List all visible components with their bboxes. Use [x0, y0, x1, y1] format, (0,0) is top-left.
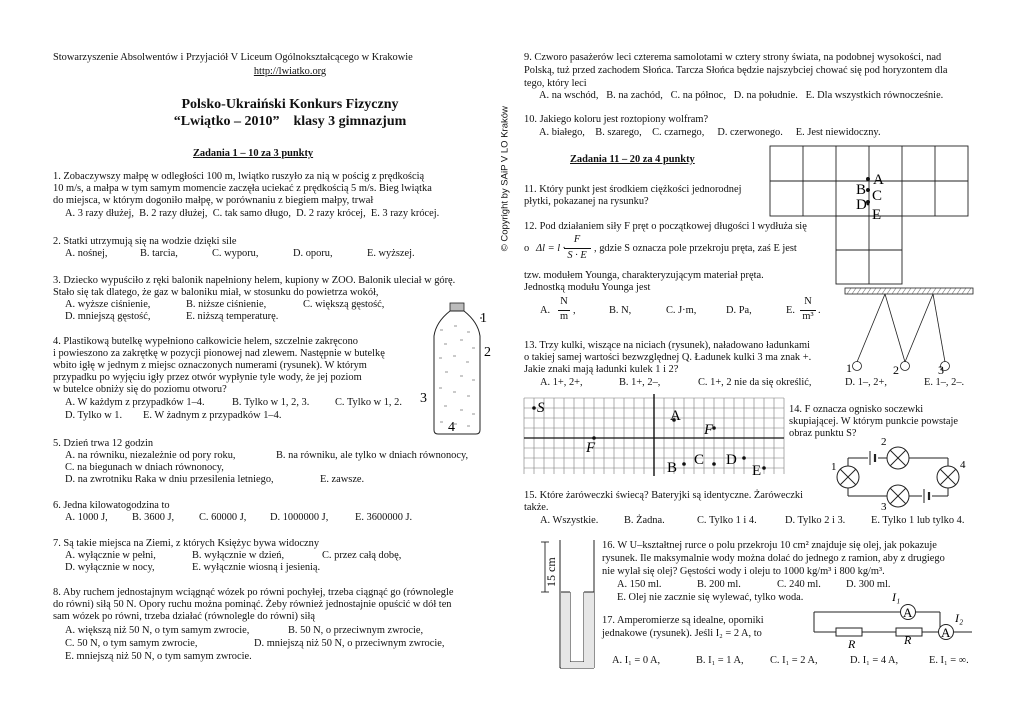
q16-answer-d: D. 300 ml.	[846, 579, 891, 590]
ball-label-1: 1	[846, 361, 852, 375]
q17-answer-e: E. I₁ = ∞.	[929, 655, 969, 666]
q1-line3: do miejsca, w którym dogoniło małpę, w porównaniu z biegiem małpy, trwał	[53, 195, 374, 206]
q4-line4: przypadku po wyjęciu igły przez otwór wypłynie tyle wody, że jej poziom	[53, 372, 362, 383]
organization-name: Stowarzyszenie Absolwentów i Przyjaciół V Liceum Ogólnokształcącego w Krakowie	[53, 52, 413, 63]
q9-line1: 9. Czworo pasażerów leci czterema samolotami w cztery strony świata, na podobnej wysokości, nad	[524, 52, 942, 63]
q7-answer-e: E. wyłącznie wiosną i jesienią.	[192, 562, 321, 573]
section-heading-1: Zadania 1 – 10 za 3 punkty	[193, 148, 314, 159]
q15-answer-e: E. Tylko 1 lub tylko 4.	[871, 515, 965, 526]
ball-label-2: 2	[893, 363, 899, 377]
q17-answer-a: A. I₁ = 0 A,	[612, 655, 661, 666]
q1-line2: 10 m/s, a małpa w tym samym momencie zaczęła uciekać z prędkością 5 m/s. Bieg lwiątka	[53, 183, 432, 194]
bulb-label-3: 3	[881, 501, 887, 513]
q15-answer-b: B. Żadna.	[624, 515, 665, 526]
q2-answer-a: A. nośnej,	[65, 248, 108, 259]
lens-point-D: D	[726, 452, 737, 468]
q13-answer-b: B. 1+, 2–,	[619, 377, 661, 388]
q16-answer-e: E. Olej nie zacznie się wylewać, tylko woda.	[617, 592, 804, 603]
q2-answer-c: C. wyporu,	[212, 248, 259, 259]
q12-answer-d: D. Pa,	[726, 305, 752, 316]
q17-line2: jednakowe (rysunek). Jeśli I₂ = 2 A, to	[602, 628, 762, 639]
q13-line1: 13. Trzy kulki, wiszące na niciach (rysunek), naładowano ładunkami	[524, 340, 810, 351]
q15-answer-c: C. Tylko 1 i 4.	[697, 515, 757, 526]
q12-line4: Jednostką modułu Younga jest	[524, 282, 651, 293]
q1-line1: 1. Zobaczywszy małpę w odległości 100 m, lwiątko ruszyło za nią w pościg z prędkością	[53, 171, 425, 182]
q2-answer-b: B. tarcia,	[140, 248, 178, 259]
bottle-label-3: 3	[420, 391, 427, 406]
q16-line3: nie wylał się olej? Gęstości wody i oleju to 1000 kg/m³ i 800 kg/m³.	[602, 566, 885, 577]
q17-line1: 17. Amperomierze są idealne, oporniki	[602, 615, 764, 626]
q12-formula-rest: , gdzie S oznacza pole przekroju pręta, zaś E jest	[594, 243, 797, 254]
q5-answer-e: E. zawsze.	[320, 474, 365, 485]
q15-line1: 15. Które żaróweczki świecą? Bateryjki są identyczne. Żaróweczki	[524, 490, 803, 501]
q5-answer-c: C. na biegunach w dniach równonocy,	[65, 462, 224, 473]
q1-answers: A. 3 razy dłużej, B. 2 razy dłużej, C. tak samo długo, D. 2 razy krócej, E. 3 razy krócej.	[65, 208, 440, 219]
q8-answer-c: C. 50 N, o tym samym zwrocie,	[65, 638, 198, 649]
current-label-I1: I₁	[892, 590, 901, 604]
plate-point-A: A	[873, 172, 884, 188]
q8-line3: sam wózek po równi, trzeba działać (równolegle do równi) siłą	[53, 611, 315, 622]
resistor-label-2: R	[904, 633, 912, 647]
q12-line3: tzw. modułem Younga, charakteryzującym materiał pręta.	[524, 270, 764, 281]
q12-e-dot: .	[818, 305, 821, 316]
q6-answer-a: A. 1000 J,	[65, 512, 108, 523]
q15-answer-d: D. Tylko 2 i 3.	[785, 515, 846, 526]
q16-line1: 16. W U–kształtnej rurce o polu przekroju 10 cm² znajduje się olej, jak pokazuje	[602, 540, 937, 551]
q3-answer-b: B. niższe ciśnienie,	[186, 299, 267, 310]
q17-answer-c: C. I₁ = 2 A,	[770, 655, 818, 666]
q4-answer-b: B. Tylko w 1, 2, 3.	[232, 397, 310, 408]
q10-answers: A. białego, B. szarego, C. czarnego, D. czerwonego. E. Jest niewidoczny.	[539, 127, 881, 138]
current-label-I2: I₂	[955, 611, 964, 625]
plate-point-E: E	[872, 207, 882, 223]
lens-point-S: S	[537, 400, 545, 416]
q8-answer-e: E. mniejszą niż 50 N, o tym samym zwrocie.	[65, 651, 252, 662]
q3-line2: Stało się tak dlatego, że gaz w baloniku miał, w stosunku do powietrza wokół,	[53, 287, 379, 298]
q6-answer-e: E. 3600000 J.	[355, 512, 413, 523]
ammeter-2: A	[941, 625, 951, 640]
q6-answer-b: B. 3600 J,	[132, 512, 175, 523]
q13-line3: Jakie znaki mają ładunki kulek 1 i 2?	[524, 364, 679, 375]
q5-answer-a: A. na równiku, niezależnie od pory roku,	[65, 450, 236, 461]
plate-point-D: D	[856, 197, 867, 213]
q5-line1: 5. Dzień trwa 12 godzin	[53, 438, 154, 449]
q6-line1: 6. Jedna kilowatogodzina to	[53, 500, 170, 511]
bottle-label-2: 2	[484, 345, 491, 360]
q9-answers: A. na wschód, B. na zachód, C. na północ, D. na południe. E. Dla wszystkich równocześnie.	[539, 90, 944, 101]
q3-answer-c: C. większą gęstość,	[303, 299, 385, 310]
q7-answer-c: C. przez całą dobę,	[322, 550, 402, 561]
bulb-label-1: 1	[831, 461, 837, 473]
q13-answer-c: C. 1+, 2 nie da się określić,	[698, 377, 812, 388]
q17-answer-d: D. I₁ = 4 A,	[850, 655, 899, 666]
bottle-figure	[420, 300, 500, 440]
q12-answer-a: A.	[540, 305, 551, 316]
ball-label-3: 3	[938, 363, 944, 377]
q4-line3: wbito igłę w jednym z miejsc oznaczonych numerami (rysunek). W którym	[53, 360, 367, 371]
lens-focus-left: F	[586, 440, 596, 456]
q3-answer-e: E. niższą temperaturę.	[186, 311, 279, 322]
q7-answer-a: A. wyłącznie w pełni,	[65, 550, 156, 561]
q12-formula-denominator: S · E	[567, 250, 587, 261]
q8-answer-d: D. mniejszą niż 50 N, o przeciwnym zwrocie,	[254, 638, 445, 649]
q12-answer-e: E.	[786, 305, 795, 316]
q8-answer-a: A. większą niż 50 N, o tym samym zwrocie,	[65, 625, 250, 636]
bottle-label-4: 4	[448, 420, 455, 435]
q12-formula-left: Δl = l ·	[536, 243, 566, 254]
q4-answer-c: C. Tylko w 1, 2.	[335, 397, 402, 408]
q6-answer-c: C. 60000 J,	[199, 512, 247, 523]
q16-answer-c: C. 240 ml.	[777, 579, 821, 590]
q13-answer-e: E. 1–, 2–.	[924, 377, 965, 388]
section-heading-2: Zadania 11 – 20 za 4 punkty	[570, 154, 695, 165]
q12-a-num: N	[560, 296, 568, 307]
plate-figure	[770, 146, 970, 286]
bulb-circuit-figure	[828, 436, 976, 512]
resistor-label-1: R	[848, 637, 856, 651]
q2-answer-d: D. oporu,	[293, 248, 333, 259]
q4-line5: w butelce obniży się do poziomu otworu?	[53, 384, 227, 395]
q2-answer-e: E. wyższej.	[367, 248, 415, 259]
u-tube-figure	[528, 540, 600, 680]
q12-e-num: N	[804, 296, 812, 307]
q2-line1: 2. Statki utrzymują się na wodzie dzięki sile	[53, 236, 237, 247]
lens-point-C: C	[694, 452, 705, 468]
lens-grid-figure	[524, 398, 784, 479]
website-link[interactable]: http://lwiatko.org	[253, 66, 327, 77]
hanging-balls-figure	[845, 286, 975, 376]
q8-line2: do równi) siłą 50 N. Opory ruchu można pominąć. Żeby również jednostajnie opuścić w dół ten	[53, 599, 452, 610]
q12-a-den: m	[559, 311, 569, 322]
q12-line1: 12. Pod działaniem siły F pręt o początkowej długości l wydłuża się	[524, 221, 807, 232]
lens-point-E: E	[752, 463, 762, 479]
lens-point-B: B	[667, 460, 678, 476]
q15-answer-a: A. Wszystkie.	[540, 515, 599, 526]
contest-title: Polsko-Ukraiński Konkurs Fizyczny	[181, 97, 399, 112]
lens-focus-right: F	[704, 422, 714, 438]
bottle-label-1: 1	[480, 311, 487, 326]
plate-point-C: C	[872, 188, 883, 204]
q13-answer-d: D. 1–, 2+,	[845, 377, 887, 388]
q12-fraction-bar	[564, 248, 591, 249]
q9-line3: tego, który leci	[524, 78, 587, 89]
q8-line1: 8. Aby ruchem jednostajnym wciągnąć wózek po równi pochyłej, trzeba ciągnąć go (równolegle	[53, 587, 454, 598]
q16-answer-b: B. 200 ml.	[697, 579, 741, 590]
q17-answer-b: B. I₁ = 1 A,	[696, 655, 744, 666]
q12-formula-numerator: F	[573, 234, 581, 245]
q3-line1: 3. Dziecko wypuściło z ręki balonik napełniony helem, kupiony w ZOO. Balonik uleciał w górę.	[53, 275, 456, 286]
q5-answer-d: D. na zwrotniku Raka w dniu przesilenia letniego,	[65, 474, 274, 485]
q16-line2: rysunek. Ile maksymalnie wody można dolać do jednego z ramion, aby z drugiego	[602, 553, 945, 564]
q4-answer-a: A. W każdym z przypadków 1–4.	[65, 397, 205, 408]
q4-line1: 4. Plastikową butelkę wypełniono całkowicie helem, szczelnie zakręcono	[53, 336, 358, 347]
q12-answer-c: C. J·m,	[666, 305, 697, 316]
q11-line2: płytki, pokazanej na rysunku?	[524, 196, 649, 207]
q9-line2: Polską, tuż przed zachodem Słońca. Tarcza Słońca będzie najszybciej chować się pod horyzontem dla	[524, 65, 948, 76]
q4-answer-d: D. Tylko w 1.	[65, 410, 123, 421]
q15-line2: także.	[524, 502, 549, 513]
bulb-label-4: 4	[960, 459, 966, 471]
q13-line2: o takiej samej wartości bezwzględnej Q. Ładunek kulki 3 ma znak +.	[524, 352, 812, 363]
q14-line1: 14. F oznacza ognisko soczewki	[789, 404, 924, 415]
q6-answer-d: D. 1000000 J,	[270, 512, 329, 523]
u-tube-height-label: 15 cm	[544, 557, 558, 587]
q14-line3: obraz punktu S?	[789, 428, 857, 439]
lens-point-A: A	[670, 408, 681, 424]
bulb-label-2: 2	[881, 436, 887, 448]
q3-answer-a: A. wyższe ciśnienie,	[65, 299, 151, 310]
q12-answer-b: B. N,	[609, 305, 632, 316]
copyright-note: © Copyright by SAiP V LO Kraków	[499, 106, 511, 252]
q8-answer-b: B. 50 N, o przeciwnym zwrocie,	[288, 625, 424, 636]
q13-answer-a: A. 1+, 2+,	[540, 377, 583, 388]
q4-answer-e: E. W żadnym z przypadków 1–4.	[143, 410, 282, 421]
q7-line1: 7. Są takie miejsca na Ziemi, z których Księżyc bywa widoczny	[53, 538, 320, 549]
q4-line2: i powieszono za zakrętkę w pozycji pionowej nad zlewem. Następnie w butelkę	[53, 348, 385, 359]
q10-line1: 10. Jakiego koloru jest roztopiony wolfram?	[524, 114, 709, 125]
contest-subtitle: “Lwiątko – 2010” klasy 3 gimnazjum	[173, 114, 407, 129]
q12-o: o	[524, 243, 530, 254]
q12-a-comma: ,	[573, 305, 576, 316]
q3-answer-d: D. mniejszą gęstość,	[65, 311, 151, 322]
q16-answer-a: A. 150 ml.	[617, 579, 662, 590]
q11-line1: 11. Który punkt jest środkiem ciężkości jednorodnej	[524, 184, 742, 195]
ammeter-circuit-figure	[812, 588, 982, 652]
q14-line2: skupiającej. W którym punkcie powstaje	[789, 416, 958, 427]
q5-answer-b: B. na równiku, ale tylko w dniach równonocy,	[276, 450, 469, 461]
q12-e-den: m³	[802, 311, 814, 322]
q7-answer-d: D. wyłącznie w nocy,	[65, 562, 155, 573]
plate-point-B: B	[856, 182, 867, 198]
q7-answer-b: B. wyłącznie w dzień,	[192, 550, 285, 561]
ammeter-1: A	[903, 605, 913, 620]
